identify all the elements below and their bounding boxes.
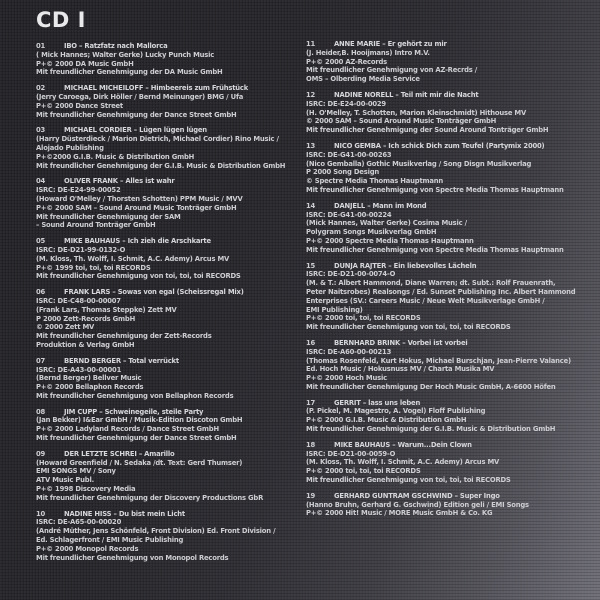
track-title-line xyxy=(36,42,304,51)
track-title-line xyxy=(36,408,304,417)
track-credit-line: Mit freundlicher Genehmigung von Bellaphon Records xyxy=(36,391,234,400)
track-item xyxy=(36,126,304,170)
track-credit-line: (Nico Gemballa) Gothic Musikverlag / Song Disgn Musikverlag xyxy=(306,159,532,168)
track-title: DER LETZTE SCHREI – Amarillo xyxy=(64,449,175,458)
track-title: BERND BERGER – Total verrückt xyxy=(64,356,179,365)
track-credit-line: P 2000 Song Design xyxy=(306,168,379,177)
track-item xyxy=(36,177,304,230)
track-title: DANJELL – Mann im Mond xyxy=(334,201,427,210)
track-credit-line: P+© 2000 DA Music GmbH xyxy=(36,59,134,68)
track-credit-line: P+© 2000 Monopol Records xyxy=(36,544,139,553)
track-title-line xyxy=(306,202,594,211)
track-credit-line: (H. O'Melley, T. Schotten, Marion Kleinschmidt) Hithouse MV xyxy=(306,108,527,117)
track-credit-line: – Sound Around Tonträger GmbH xyxy=(36,221,156,230)
track-number: 12 xyxy=(306,90,316,99)
track-title-line xyxy=(36,357,304,366)
track-title: NICO GEMBA – Ich schick Dich zum Teufel (Partymix 2000) xyxy=(334,141,545,150)
track-title-line xyxy=(306,492,594,501)
track-item xyxy=(306,202,594,255)
track-credit-line: (Howard Greenfield / N. Sedaka /dt. Text: Gerd Thumser) xyxy=(36,458,243,467)
track-credit-line: Mit freundlicher Genehmigung der Dance Street GmbH xyxy=(36,434,237,443)
track-title-line xyxy=(36,510,304,519)
track-title: GERRIT – lass uns leben xyxy=(334,398,421,407)
track-credit-line: (Harry Düsterdieck / Marion Dietrich, Michael Cordier) Rino Music / xyxy=(36,135,279,144)
track-number: 10 xyxy=(36,509,46,518)
track-title: BERNHARD BRINK – Vorbei ist vorbei xyxy=(334,338,468,347)
track-credit-line: (Bernd Berger) Bellver Music xyxy=(36,374,142,383)
track-credit-line: P+© 2000 AZ-Records xyxy=(306,57,388,66)
track-item xyxy=(306,40,594,84)
track-title: MICHAEL MICHEILOFF – Himbeereis zum Frühstück xyxy=(64,84,249,93)
track-credit-line: (Frank Lars, Thomas Steppke) Zett MV xyxy=(36,305,177,314)
track-credit-line: P+© 2000 toi, toi, toi RECORDS xyxy=(306,467,421,476)
track-title-line xyxy=(306,339,594,348)
track-title-line xyxy=(36,237,304,246)
track-item xyxy=(306,441,594,485)
track-title: ANNE MARIE – Er gehört zu mir xyxy=(334,40,447,48)
track-title-line xyxy=(36,177,304,186)
track-credit-line: EMI SONGS MV / Sony xyxy=(36,467,116,476)
track-number: 01 xyxy=(36,42,46,50)
track-credit-line: P 2000 Zett-Records GmbH xyxy=(36,314,136,323)
track-credit-line: ISRC: DE-E24-99-00052 xyxy=(36,186,121,195)
track-item xyxy=(306,91,594,135)
track-number: 07 xyxy=(36,356,46,365)
track-title: OLIVER FRANK – Alles ist wahr xyxy=(64,177,175,186)
track-item xyxy=(306,492,594,518)
track-credit-line: (André Müther, Jens Schönfeld, Front Division) Ed. Front Division / xyxy=(36,527,276,536)
track-title: MIKE BAUHAUS – Ich zieh die Arschkarte xyxy=(64,237,211,246)
track-number: 04 xyxy=(36,177,46,186)
track-credit-line: Produktion & Verlag GmbH xyxy=(36,340,135,349)
track-credit-line: P+© 2000 G.I.B. Music & Distribution GmbH xyxy=(306,416,467,425)
track-credit-line: P+©2000 G.I.B. Music & Distribution GmbH xyxy=(36,152,195,161)
track-title: MICHAEL CORDIER – Lügen lügen lügen xyxy=(64,126,207,135)
track-number: 16 xyxy=(306,338,316,347)
track-title: JIM CUPP – Schweinegeile, steile Party xyxy=(64,407,204,416)
track-title-line xyxy=(306,262,594,271)
track-number: 17 xyxy=(306,398,316,407)
track-credit-line: P+© 2000 Dance Street xyxy=(36,101,123,110)
track-credit-line: ISRC: DE-A60-00-00213 xyxy=(306,347,392,356)
track-credit-line: (M. Kloss, Th. Wolff, I. Schmit, A.C. Ademy) Arcus MV xyxy=(36,254,230,263)
track-credit-line: Mit freundlicher Genehmigung der Zett-Records xyxy=(36,332,212,341)
track-credit-line: Alojado Publishing xyxy=(36,143,104,152)
track-credit-line: Mit freundlicher Genehmigung der G.I.B. Music & Distribution GmbH xyxy=(36,161,286,170)
track-credit-line: P+© 2000 SAM – Sound Around Music Tonträger GmbH xyxy=(36,203,237,212)
tracklist-column-left xyxy=(36,42,304,569)
track-credit-line: P+© 2000 Hoch Music xyxy=(306,374,387,383)
track-credit-line: ISRC: DE-D21-00-0059-O xyxy=(306,449,396,458)
track-credit-line: ( Mick Hannes; Walter Gerke) Lucky Punch Music xyxy=(36,50,215,59)
track-title: GERHARD GUNTRAM GSCHWIND – Super Ingo xyxy=(334,491,500,500)
track-credit-line: Mit freundlicher Genehmigung von Monopol Records xyxy=(36,553,229,562)
track-number: 13 xyxy=(306,141,316,150)
track-credit-line: (Thomas Rosenfeld, Kurt Hokus, Michael Burschjan, Jean-Pierre Valance) xyxy=(306,356,571,365)
track-credit-line: Mit freundlicher Genehmigung der Discovery Productions GbR xyxy=(36,493,264,502)
track-credit-line: Mit freundlicher Genehmigung von toi, toi, toi RECORDS xyxy=(306,323,511,332)
track-number: 11 xyxy=(306,40,316,48)
track-credit-line: Mit freundlicher Genehmigung der Sound Around Tonträger GmbH xyxy=(306,126,549,135)
track-number: 02 xyxy=(36,84,46,93)
track-item xyxy=(306,142,594,195)
track-title: MIKE BAUHAUS – Warum...Dein Clown xyxy=(334,440,472,449)
track-title: FRANK LARS – Sowas von egal (Scheissregal Mix) xyxy=(64,288,244,297)
track-credit-line: (Hanno Bruhn, Gerhard G. Gschwind) Edition geli / EMI Songs xyxy=(306,500,529,509)
track-credit-line: Enterprises (SV.: Careers Music / Neue Welt Musikverlage GmbH / xyxy=(306,296,545,305)
track-credit-line: P+© 1999 toi, toi, toi RECORDS xyxy=(36,263,151,272)
track-credit-line: ISRC: DE-E24-00-0029 xyxy=(306,99,386,108)
track-credit-line: Mit freundlicher Genehmigung der G.I.B. Music & Distribution GmbH xyxy=(306,425,556,434)
track-credit-line: ATV Music Publ. xyxy=(36,476,94,485)
track-credit-line: ISRC: DE-D21-00-0074-O xyxy=(306,270,396,279)
track-number: 06 xyxy=(36,288,46,297)
track-credit-line: ISRC: DE-G41-00-00224 xyxy=(306,210,392,219)
track-credit-line: Ed. Schlagerfront / EMI Music Publishing xyxy=(36,536,184,545)
track-credit-line: Mit freundlicher Genehmigung der SAM xyxy=(36,212,181,221)
track-title: NADINE NORELL – Teil mit mir die Nacht xyxy=(334,90,479,99)
track-credit-line: © 2000 Zett MV xyxy=(36,323,95,332)
track-credit-line: Mit freundlicher Genehmigung von Spectre Media Thomas Hauptmann xyxy=(306,245,564,254)
track-credit-line: Polygram Songs Musikverlag GmbH xyxy=(306,228,437,237)
track-title-line xyxy=(306,441,594,450)
track-credit-line: Mit freundlicher Genehmigung von Spectre Media Thomas Hauptmann xyxy=(306,185,564,194)
track-title: DUNJA RAJTER – Ein liebevolles Lächeln xyxy=(334,261,477,270)
track-credit-line: (Jan Bekker) I&Ear GmbH / Musik-Edition Discoton GmbH xyxy=(36,416,243,425)
track-number: 09 xyxy=(36,449,46,458)
track-credit-line: (P. Pickel, M. Magestro, A. Vogel) Floff Publishing xyxy=(306,407,486,416)
track-credit-line: © 2000 SAM – Sound Around Music Tonträger GmbH xyxy=(306,117,497,126)
track-credit-line: P+© 2000 Bellaphon Records xyxy=(36,383,144,392)
track-number: 05 xyxy=(36,237,46,246)
track-item xyxy=(306,339,594,392)
track-title-line xyxy=(36,288,304,297)
track-credit-line: Mit freundlicher Genehmigung von toi, toi, toi RECORDS xyxy=(306,476,511,485)
track-credit-line: (J. Heider,B. Hooijmans) Intro M.V. xyxy=(306,48,430,57)
track-title: IBO – Ratzfatz nach Mallorca xyxy=(64,42,168,50)
track-title-line xyxy=(306,399,594,408)
track-title-line xyxy=(306,91,594,100)
track-credit-line: (Mick Hannes, Walter Gerke) Cosima Music / xyxy=(306,219,467,228)
track-title-line xyxy=(306,40,594,49)
track-credit-line: ISRC: DE-A65-00-00020 xyxy=(36,518,122,527)
track-item xyxy=(36,237,304,281)
track-title: NADINE HISS – Du bist mein Licht xyxy=(64,509,185,518)
tracklist-column-right xyxy=(306,40,594,525)
track-item xyxy=(36,357,304,401)
track-credit-line: (Howard O'Melley / Thorsten Schotten) PPM Music / MVV xyxy=(36,194,243,203)
track-credit-line: P+© 2000 Spectre Media Thomas Hauptmann xyxy=(306,236,474,245)
track-item xyxy=(306,262,594,332)
track-credit-line: Mit freundlicher Genehmigung von AZ-Recrds / xyxy=(306,66,478,75)
page-title: CD I xyxy=(36,8,86,32)
track-number: 15 xyxy=(306,261,316,270)
track-number: 08 xyxy=(36,407,46,416)
track-number: 18 xyxy=(306,440,316,449)
track-number: 03 xyxy=(36,126,46,135)
track-credit-line: P+© 2000 Hit! Music / MORE Music GmbH & Co. KG xyxy=(306,509,493,518)
track-credit-line: © Spectre Media Thomas Hauptmann xyxy=(306,177,444,186)
track-credit-line: (M. & T.: Albert Hammond, Diane Warren; dt. Subt.: Rolf Frauenrath, xyxy=(306,279,556,288)
track-credit-line: Mit freundlicher Genehmigung von toi, toi, toi RECORDS xyxy=(36,272,241,281)
track-credit-line: ISRC: DE-G41-00-00263 xyxy=(306,150,392,159)
track-item xyxy=(306,399,594,434)
track-title-line xyxy=(36,84,304,93)
track-item xyxy=(36,510,304,563)
track-number: 19 xyxy=(306,491,316,500)
track-item xyxy=(36,42,304,77)
track-credit-line: P+© 1998 Discovery Media xyxy=(36,485,136,494)
track-credit-line: Peter Naitsrobes) Realsongs / Ed. Sunset Publishing Inc. Albert Hammond xyxy=(306,287,576,296)
track-credit-line: P+© 2000 Ladyland Records / Dance Street GmbH xyxy=(36,425,219,434)
track-credit-line: ISRC: DE-C48-00-00007 xyxy=(36,296,121,305)
track-item xyxy=(36,288,304,350)
track-title-line xyxy=(306,142,594,151)
track-credit-line: Mit freundlicher Genehmigung der Dance Street GmbH xyxy=(36,110,237,119)
track-credit-line: (M. Kloss, Th. Wolff, I. Schmit, A.C. Ademy) Arcus MV xyxy=(306,458,500,467)
track-item xyxy=(36,84,304,119)
track-credit-line: ISRC: DE-A43-00-00001 xyxy=(36,365,122,374)
track-credit-line: EMI Publishing) xyxy=(306,305,363,314)
track-title-line xyxy=(36,450,304,459)
track-credit-line: Ed. Hoch Music / Hokusnuss MV / Charta Musika MV xyxy=(306,365,495,374)
track-number: 14 xyxy=(306,201,316,210)
track-credit-line: P+© 2000 toi, toi, toi RECORDS xyxy=(306,314,421,323)
track-credit-line: Mit freundlicher Genehmigung der DA Music GmbH xyxy=(36,68,223,77)
track-credit-line: (Jerry Caroega, Dirk Höller / Bernd Meinunger) BMG / Ufa xyxy=(36,92,244,101)
track-credit-line: Mit freundlicher Genehmigung Der Hoch Music GmbH, A-6600 Höfen xyxy=(306,382,556,391)
track-credit-line: OMS – Olberding Media Service xyxy=(306,75,420,84)
track-title-line xyxy=(36,126,304,135)
track-item xyxy=(36,450,304,503)
track-item xyxy=(36,408,304,443)
track-credit-line: ISRC: DE-D21-99-0132-O xyxy=(36,245,126,254)
